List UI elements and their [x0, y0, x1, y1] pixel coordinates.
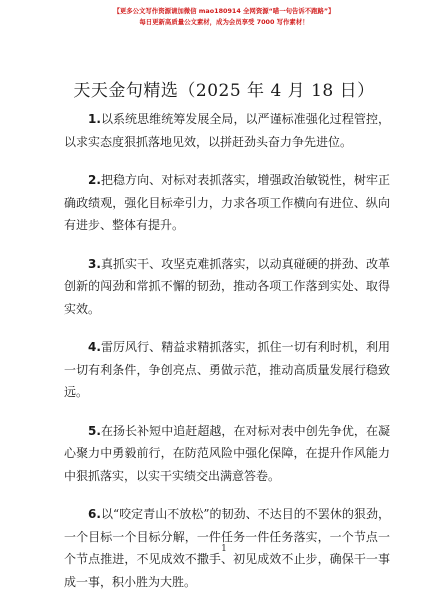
- paragraph-number: 2.: [88, 173, 101, 187]
- paragraph-1: [64, 108, 390, 153]
- paragraph-number: 5.: [88, 423, 101, 438]
- paragraph-number: 3.: [88, 256, 101, 271]
- page-number: 1: [221, 544, 227, 554]
- paragraph-text: 把稳方向、对标对表抓落实，增强政治敏锐性，树牢正确政绩观，强化目标牵引力，力求各项工作横向有进位、纵向有进步、整体有提升。: [64, 173, 390, 232]
- promo-banner: [0, 6, 448, 28]
- paragraph-text: 雷厉风行、精益求精抓落实，抓住一切有利时机，利用一切有利条件，争创亮点、勇做示范，推动高质量发展行稳致远。: [64, 340, 390, 399]
- paragraph-5: [64, 420, 390, 488]
- paragraph-2: [64, 169, 390, 237]
- paragraph-number: 6.: [88, 507, 101, 521]
- promo-banner-line-1: 【更多公文写作资源请加微信 mao180914 全网资源“喵一句告诉不跑路”】: [113, 7, 335, 15]
- paragraph-3: [64, 253, 390, 321]
- paragraph-number: 1.: [88, 112, 101, 126]
- document-title: 天天金句精选（2025 年 4 月 18 日）: [73, 81, 375, 101]
- paragraph-4: [64, 336, 390, 404]
- paragraph-text: 以“咬定青山不放松”的韧劲、不达目的不罢休的狠劲，一个目标一个目标分解，一件任务一件任务落实，一个节点一个节点推进，不见成效不撒手、初见成效不止步，确保干一事成一事，积小胜为大胜。: [64, 507, 390, 589]
- paragraph-text: 以系统思维统筹发展全局，以严谨标准强化过程管控，以求实态度狠抓落地见效，以拼赶劲头奋力争先进位。: [64, 112, 390, 149]
- paragraph-text: 在扬长补短中追赶超越，在对标对表中创先争优，在凝心聚力中勇毅前行，在防范风险中强化保障，在提升作风能力中狠抓落实，以实干实绩交出满意答卷。: [64, 423, 390, 483]
- document-body: [64, 108, 390, 609]
- paragraph-text: 真抓实干、攻坚克难抓落实，以动真碰硬的拼劲、改革创新的闯劲和常抓不懈的韧劲，推动各项工作落到实处、取得实效。: [64, 256, 390, 316]
- paragraph-number: 4.: [88, 340, 101, 354]
- promo-banner-line-2: 每日更新高质量公文素材，成为会员享受 7000 写作素材！: [139, 18, 309, 26]
